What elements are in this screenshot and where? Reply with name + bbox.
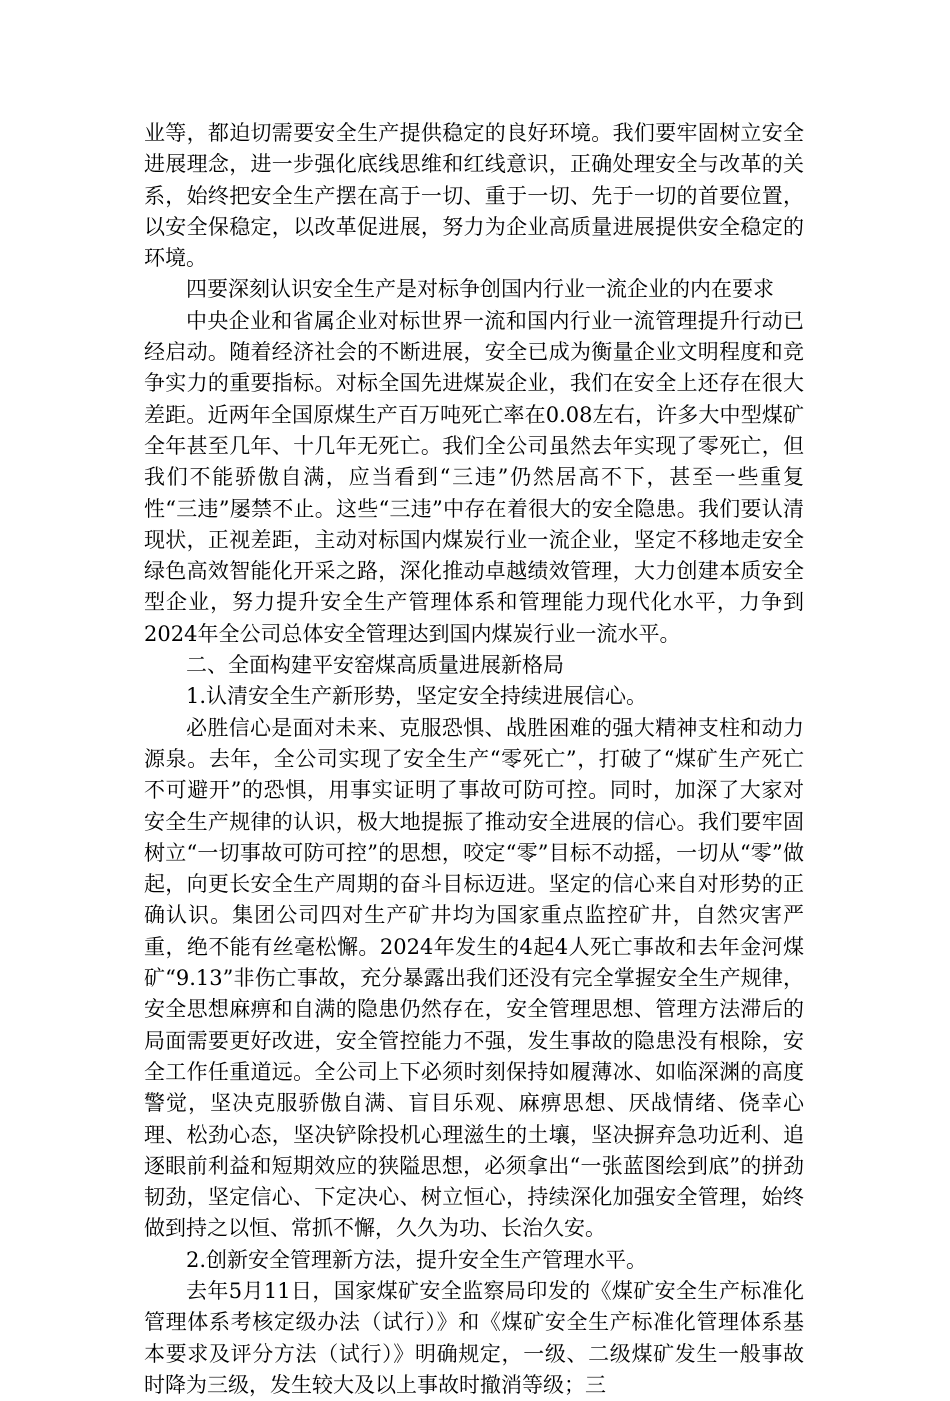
subheading-point-1: 1.认清安全生产新形势，坚定安全持续进展信心。 [186, 684, 648, 709]
document-page [144, 118, 804, 1401]
paragraph-confidence: 必胜信心是面对未来、克服恐惧、战胜困难的强大精神支柱和动力源泉。去年，全公司实现了安全生产“零死亡”，打破了“煤矿生产死亡不可避开”的恐惧，用事实证明了事故可防可控。同时，加深了大家对安全生产规律的认识，极大地提振了推动安全进展的信心。我们要牢固树立“一切事故可防可控”的思想，咬定“零”目标不动摇，一切从“零”做起，向更长安全生产周期的奋斗目标迈进。坚定的信心来自对形势的正确认识。集团公司四对生产矿井均为国家重点监控矿井，自然灾害严重，绝不能有丝毫松懈。2024年发生的4起4人死亡事故和去年金河煤矿“9.13”非伤亡事故，充分暴露出我们还没有完全掌握安全生产规律，安全思想麻痹和自满的隐患仍然存在，安全管理思想、管理方法滞后的局面需要更好改进，安全管控能力不强，发生事故的隐患没有根除，安全工作任重道远。全公司上下必须时刻保持如履薄冰、如临深渊的高度警觉，坚决克服骄傲自满、盲目乐观、麻痹思想、厌战情绪、侥幸心理、松劲心态，坚决铲除投机心理滋生的土壤，坚决摒弃急功近利、追逐眼前利益和短期效应的狭隘思想，必须拿出“一张蓝图绘到底”的拼劲韧劲，坚定信心、下定决心、树立恒心，持续深化加强安全管理，始终做到持之以恒、常抓不懈，久久为功、长治久安。 [144, 715, 804, 1241]
paragraph-continuation: 业等，都迫切需要安全生产提供稳定的良好环境。我们要牢固树立安全进展理念，进一步强化底线思维和红线意识，正确处理安全与改革的关系，始终把安全生产摆在高于一切、重于一切、先于一切的首要位置，以安全保稳定，以改革促进展，努力为企业高质量进展提供安全稳定的环境。 [144, 121, 804, 271]
subheading-four: 四要深刻认识安全生产是对标争创国内行业一流企业的内在要求 [186, 277, 774, 302]
section-heading-two: 二、全面构建平安窑煤高质量进展新格局 [186, 653, 564, 678]
paragraph-standardization: 去年5月11日，国家煤矿安全监察局印发的《煤矿安全生产标准化管理体系考核定级办法（试行）》和《煤矿安全生产标准化管理体系基本要求及评分方法（试行）》明确规定，一级、二级煤矿发生一般事故时降为三级，发生较大及以上事故时撤消等级；三 [144, 1278, 804, 1397]
subheading-point-2: 2.创新安全管理新方法，提升安全生产管理水平。 [186, 1247, 648, 1272]
paragraph-benchmark: 中央企业和省属企业对标世界一流和国内行业一流管理提升行动已经启动。随着经济社会的不断进展，安全已成为衡量企业文明程度和竞争实力的重要指标。对标全国先进煤炭企业，我们在安全上还存在很大差距。近两年全国原煤生产百万吨死亡率在0.08左右，许多大中型煤矿全年甚至几年、十几年无死亡。我们全公司虽然去年实现了零死亡，但我们不能骄傲自满，应当看到“三违”仍然居高不下，甚至一些重复性“三违”屡禁不止。这些“三违”中存在着很大的安全隐患。我们要认清现状，正视差距，主动对标国内煤炭行业一流企业，坚定不移地走安全绿色高效智能化开采之路，深化推动卓越绩效管理，大力创建本质安全型企业，努力提升安全生产管理体系和管理能力现代化水平，力争到2024年全公司总体安全管理达到国内煤炭行业一流水平。 [144, 308, 804, 646]
